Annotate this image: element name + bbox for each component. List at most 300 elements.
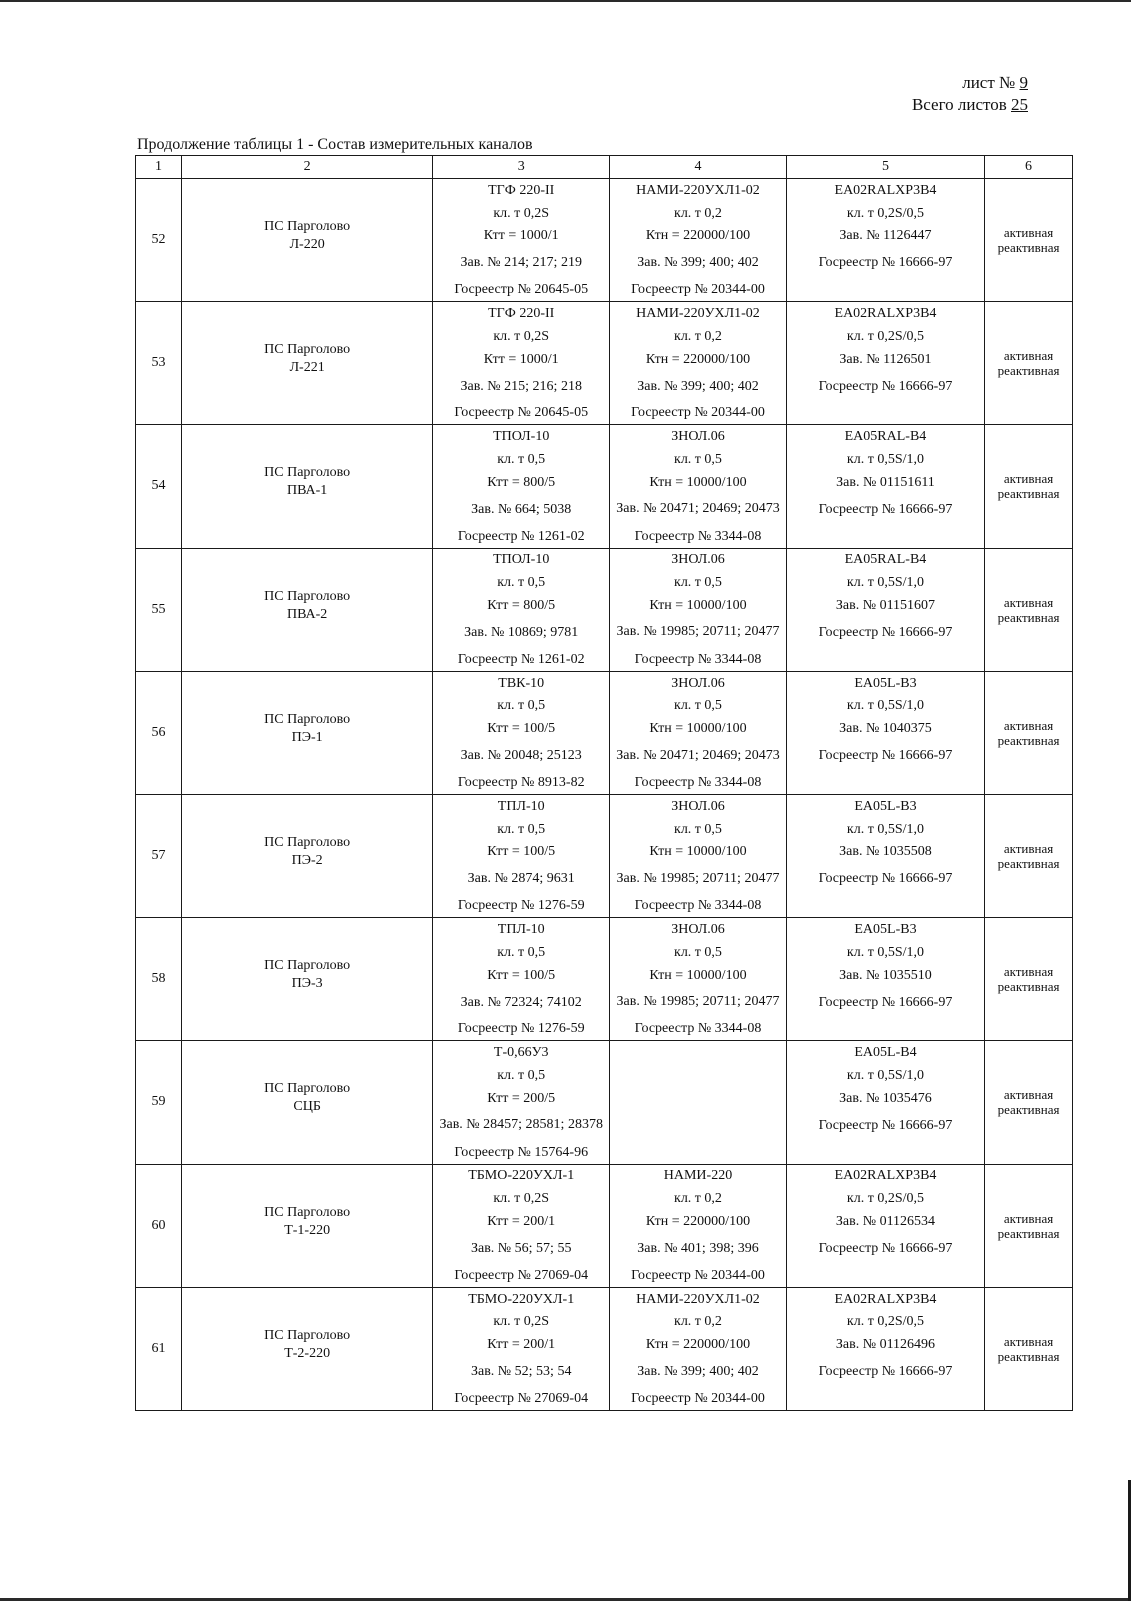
current-transformer-cell-lines	[433, 672, 609, 794]
cell-line: Госреестр № 3344-08	[634, 775, 762, 791]
object-line: ПС Парголово	[264, 835, 351, 851]
energy-type-cell	[985, 548, 1073, 671]
cell-line: кл. т 0,2S	[493, 328, 550, 344]
cell-line: Госреестр № 1276-59	[457, 898, 585, 914]
cell-line: ТПЛ-10	[497, 798, 545, 814]
cell-line: ЗНОЛ.06	[671, 922, 725, 938]
cell-line: Госреестр № 16666-97	[818, 255, 953, 271]
cell-line: Госреестр № 20344-00	[631, 1390, 765, 1406]
column-header: 5	[786, 156, 984, 179]
table-row	[136, 425, 1073, 548]
voltage-transformer-cell	[610, 918, 787, 1041]
cell-line: Зав. № 10869; 9781	[464, 624, 579, 640]
cell-line: Ктт = 800/5	[487, 474, 556, 490]
object-cell	[181, 671, 432, 794]
energy-type-line: реактивная	[997, 1348, 1060, 1364]
energy-type-line: активная	[1003, 348, 1054, 364]
cell-line: кл. т 0,5	[674, 821, 722, 837]
cell-line: Ктн = 10000/100	[649, 967, 747, 983]
cell-line	[787, 1264, 984, 1287]
current-transformer-cell	[433, 794, 610, 917]
cell-line: Ктн = 10000/100	[649, 721, 747, 737]
cell-line: кл. т 0,2	[674, 328, 722, 344]
cell-line: Зав. № 1040375	[839, 721, 932, 737]
object-name	[182, 218, 432, 254]
cell-line: кл. т 0,5	[674, 452, 722, 468]
object-name	[182, 1204, 432, 1240]
object-name	[182, 711, 432, 747]
cell-line: кл. т 0,2S/0,5	[846, 205, 925, 221]
cell-line: Госреестр № 16666-97	[818, 378, 953, 394]
voltage-transformer-cell-lines	[610, 425, 786, 547]
energy-type-line: реактивная	[997, 240, 1060, 256]
voltage-transformer-cell	[610, 179, 787, 302]
current-transformer-cell-lines	[433, 549, 609, 671]
row-number: 59	[136, 1041, 182, 1164]
cell-line: ТБМО-220УХЛ-1	[468, 1291, 575, 1307]
table-body	[136, 179, 1073, 1411]
energy-type-cell	[985, 302, 1073, 425]
object-line: ПС Парголово	[264, 1327, 351, 1343]
cell-line: кл. т 0,5	[497, 452, 546, 468]
current-transformer-cell	[433, 1164, 610, 1287]
current-transformer-cell	[433, 425, 610, 548]
cell-line: Зав. № 1035508	[839, 844, 932, 860]
cell-line: Госреестр № 16666-97	[818, 1117, 953, 1133]
voltage-transformer-cell	[610, 671, 787, 794]
cell-line: Зав. № 19985; 20711; 20477	[616, 624, 780, 640]
current-transformer-cell-lines	[433, 918, 609, 1040]
cell-line	[787, 648, 984, 671]
cell-line: кл. т 0,2S	[493, 205, 550, 221]
energy-type-line: реактивная	[997, 609, 1060, 625]
cell-line: НАМИ-220УХЛ1-02	[636, 182, 760, 198]
voltage-transformer-cell-lines	[610, 672, 786, 794]
cell-line: Зав. № 214; 217; 219	[460, 255, 582, 271]
cell-line: Госреестр № 20344-00	[631, 282, 765, 298]
cell-line: кл. т 0,2S/0,5	[846, 1314, 925, 1330]
object-line: ПС Парголово	[264, 1081, 351, 1097]
voltage-transformer-cell	[610, 1041, 787, 1164]
cell-line	[610, 1041, 786, 1064]
object-name	[182, 1080, 432, 1116]
column-header: 1	[136, 156, 182, 179]
current-transformer-cell	[433, 1287, 610, 1410]
table-row	[136, 1041, 1073, 1164]
energy-type-line: активная	[1003, 964, 1054, 980]
cell-line: ТБМО-220УХЛ-1	[468, 1168, 575, 1184]
cell-line: Зав. № 20471; 20469; 20473	[616, 747, 780, 763]
object-name	[182, 588, 432, 624]
sheet-total-line	[912, 94, 1028, 116]
cell-line: кл. т 0,2S	[493, 1191, 550, 1207]
cell-line: кл. т 0,5	[674, 575, 722, 591]
scan-edge-top	[0, 0, 1131, 2]
cell-line: кл. т 0,5	[497, 575, 546, 591]
cell-line: Ктт = 1000/1	[483, 351, 559, 367]
object-line: ПЭ-1	[291, 729, 323, 745]
cell-line: EA05L-B3	[854, 798, 917, 814]
energy-type-line: активная	[1003, 594, 1054, 610]
object-cell	[181, 1164, 432, 1287]
cell-line: Госреестр № 16666-97	[818, 501, 953, 517]
cell-line: кл. т 0,5S/1,0	[846, 698, 925, 714]
energy-type-line: активная	[1003, 471, 1054, 487]
object-line: ПС Парголово	[264, 219, 351, 235]
meter-cell-lines	[787, 549, 984, 671]
meter-cell	[786, 671, 984, 794]
voltage-transformer-cell-lines	[610, 918, 786, 1040]
cell-line: Зав. № 52; 53; 54	[470, 1364, 572, 1380]
cell-line: НАМИ-220УХЛ1-02	[636, 306, 760, 322]
cell-line: кл. т 0,5	[497, 1068, 546, 1083]
table-row	[136, 1164, 1073, 1287]
cell-line: Госреестр № 20645-05	[454, 282, 589, 298]
cell-line: кл. т 0,5	[497, 944, 546, 960]
cell-line: Ктт = 800/5	[487, 598, 556, 614]
cell-line	[787, 771, 984, 794]
object-line: Л-220	[289, 237, 325, 253]
cell-line: ЗНОЛ.06	[671, 675, 725, 691]
cell-line	[610, 1087, 786, 1110]
meter-cell	[786, 1287, 984, 1410]
meter-cell	[786, 1041, 984, 1164]
energy-type-line: активная	[1003, 1210, 1054, 1226]
current-transformer-cell	[433, 671, 610, 794]
current-transformer-cell	[433, 179, 610, 302]
cell-line: Зав. № 28457; 28581; 28378	[439, 1117, 603, 1133]
object-line: ПС Парголово	[264, 1204, 351, 1220]
object-line: Т-2-220	[284, 1345, 331, 1361]
cell-line: EA05L-B3	[854, 675, 917, 691]
current-transformer-cell-lines	[433, 425, 609, 547]
energy-type-line: реактивная	[997, 1102, 1060, 1118]
cell-line: Зав. № 399; 400; 402	[637, 1364, 759, 1380]
meter-cell	[786, 179, 984, 302]
cell-line: Зав. № 56; 57; 55	[470, 1240, 572, 1256]
energy-type-cell	[985, 1041, 1073, 1164]
cell-line	[787, 402, 984, 425]
energy-type-line: реактивная	[997, 486, 1060, 502]
cell-line	[787, 894, 984, 917]
cell-line: EA02RALXP3B4	[834, 306, 937, 322]
object-line: ПС Парголово	[264, 958, 351, 974]
meter-cell-lines	[787, 1041, 984, 1163]
cell-line: ТГФ 220-II	[488, 182, 555, 198]
cell-line: кл. т 0,5	[497, 821, 546, 837]
column-header: 3	[433, 156, 610, 179]
energy-type-line: реактивная	[997, 856, 1060, 872]
cell-line: Ктн = 220000/100	[645, 1337, 751, 1353]
cell-line: Зав. № 01126496	[835, 1337, 936, 1353]
cell-line: Ктн = 220000/100	[645, 1213, 751, 1229]
cell-line: Ктт = 200/1	[487, 1337, 556, 1353]
object-cell	[181, 918, 432, 1041]
voltage-transformer-cell-lines	[610, 179, 786, 301]
cell-line: EA02RALXP3B4	[834, 1291, 937, 1307]
cell-line: ЗНОЛ.06	[671, 798, 725, 814]
table-caption: Продолжение таблицы 1 - Состав измерительных каналов	[137, 136, 533, 153]
object-cell	[181, 425, 432, 548]
sheet-label: лист №	[962, 73, 1016, 92]
meter-cell	[786, 548, 984, 671]
cell-line: кл. т 0,5S/1,0	[846, 944, 925, 960]
object-cell	[181, 1287, 432, 1410]
energy-type-cell	[985, 918, 1073, 1041]
row-number: 60	[136, 1164, 182, 1287]
object-line: ПС Парголово	[264, 465, 351, 481]
current-transformer-cell	[433, 302, 610, 425]
cell-line: Госреестр № 8913-82	[457, 775, 585, 791]
cell-line: Зав. № 399; 400; 402	[637, 378, 759, 394]
cell-line: Ктн = 220000/100	[645, 228, 751, 244]
cell-line: Зав. № 20048; 25123	[460, 748, 582, 764]
object-line: ПС Парголово	[264, 588, 351, 604]
cell-line: ТПОЛ-10	[493, 429, 550, 445]
current-transformer-cell-lines	[433, 795, 609, 917]
cell-line: EA02RALXP3B4	[834, 182, 937, 198]
cell-line: НАМИ-220	[663, 1168, 733, 1184]
meter-cell	[786, 302, 984, 425]
meter-cell-lines	[787, 425, 984, 547]
cell-line: Зав. № 215; 216; 218	[460, 378, 582, 394]
voltage-transformer-cell-lines	[610, 795, 786, 917]
energy-type-line: активная	[1003, 1333, 1054, 1349]
cell-line: ТПОЛ-10	[493, 552, 550, 568]
meter-cell	[786, 1164, 984, 1287]
object-cell	[181, 302, 432, 425]
column-header: 2	[181, 156, 432, 179]
meter-cell	[786, 918, 984, 1041]
cell-line: Зав. № 01151611	[836, 474, 935, 490]
cell-line: Ктт = 100/5	[487, 844, 556, 860]
cell-line: Зав. № 1126447	[839, 228, 932, 244]
cell-line: кл. т 0,5S/1,0	[846, 821, 925, 837]
meter-cell-lines	[787, 179, 984, 301]
table-row	[136, 671, 1073, 794]
voltage-transformer-cell	[610, 425, 787, 548]
voltage-transformer-cell-lines	[610, 1288, 786, 1410]
cell-line: Госреестр № 15764-96	[454, 1144, 589, 1160]
cell-line: Зав. № 664; 5038	[471, 501, 572, 517]
cell-line: Ктн = 10000/100	[649, 844, 747, 860]
cell-line: Зав. № 399; 400; 402	[637, 255, 759, 271]
table-row	[136, 179, 1073, 302]
cell-line: Ктн = 10000/100	[649, 598, 747, 614]
row-number: 56	[136, 671, 182, 794]
row-number: 52	[136, 179, 182, 302]
cell-line: Ктн = 10000/100	[649, 474, 747, 490]
energy-type-cell	[985, 425, 1073, 548]
cell-line: Зав. № 401; 398; 396	[637, 1240, 759, 1256]
cell-line: Госреестр № 16666-97	[818, 994, 953, 1010]
meter-cell	[786, 794, 984, 917]
energy-type-cell	[985, 794, 1073, 917]
object-line: ПВА-2	[286, 606, 328, 622]
sheet-number-line	[912, 72, 1028, 94]
object-name	[182, 834, 432, 870]
cell-line: кл. т 0,5S/1,0	[846, 575, 925, 591]
cell-line: Госреестр № 16666-97	[818, 871, 953, 887]
energy-type-cell	[985, 1287, 1073, 1410]
row-number: 54	[136, 425, 182, 548]
voltage-transformer-cell-lines	[610, 549, 786, 671]
energy-type-line: реактивная	[997, 1225, 1060, 1241]
column-header: 6	[985, 156, 1073, 179]
cell-line: Госреестр № 1261-02	[457, 651, 585, 667]
cell-line: ЗНОЛ.06	[671, 429, 725, 445]
cell-line: Госреестр № 3344-08	[634, 528, 762, 544]
energy-type-cell	[985, 671, 1073, 794]
total-number: 25	[1011, 95, 1028, 114]
cell-line: Т-0,66У3	[493, 1045, 549, 1061]
cell-line: Ктн = 220000/100	[645, 351, 751, 367]
column-header: 4	[610, 156, 787, 179]
cell-line: кл. т 0,5	[674, 698, 722, 714]
voltage-transformer-cell-lines	[610, 1165, 786, 1287]
voltage-transformer-cell	[610, 794, 787, 917]
row-number: 57	[136, 794, 182, 917]
current-transformer-cell-lines	[433, 179, 609, 301]
object-line: Л-221	[289, 360, 325, 376]
object-cell	[181, 548, 432, 671]
energy-type-line: реактивная	[997, 979, 1060, 995]
measurement-channels-table	[135, 155, 1073, 1411]
voltage-transformer-cell-lines	[610, 1041, 786, 1163]
sheet-number: 9	[1019, 73, 1028, 92]
voltage-transformer-cell	[610, 1287, 787, 1410]
energy-type-line: активная	[1003, 717, 1054, 733]
current-transformer-cell	[433, 548, 610, 671]
cell-line: Зав. № 1126501	[839, 351, 932, 367]
cell-line: Зав. № 01151607	[835, 598, 936, 614]
energy-type-cell	[985, 179, 1073, 302]
cell-line: кл. т 0,2	[674, 1191, 722, 1207]
cell-line	[787, 1018, 984, 1041]
voltage-transformer-cell	[610, 1164, 787, 1287]
cell-line	[787, 525, 984, 548]
object-line: ПС Парголово	[264, 711, 351, 727]
cell-line: Госреестр № 16666-97	[818, 1240, 953, 1256]
object-name	[182, 957, 432, 993]
object-cell	[181, 179, 432, 302]
object-cell	[181, 794, 432, 917]
cell-line: Зав. № 1035476	[839, 1090, 932, 1106]
table-row	[136, 302, 1073, 425]
row-number: 55	[136, 548, 182, 671]
object-line: ПЭ-2	[291, 853, 323, 869]
current-transformer-cell	[433, 1041, 610, 1164]
meter-cell-lines	[787, 302, 984, 424]
cell-line	[787, 1387, 984, 1410]
cell-line: Госреестр № 20344-00	[631, 405, 765, 421]
cell-line: ТВК-10	[498, 675, 545, 691]
object-name	[182, 1327, 432, 1363]
cell-line	[787, 278, 984, 301]
cell-line: кл. т 0,2S/0,5	[846, 328, 925, 344]
cell-line: кл. т 0,2	[674, 1314, 722, 1330]
cell-line: кл. т 0,5	[497, 698, 546, 714]
cell-line: Зав. № 72324; 74102	[460, 994, 582, 1010]
cell-line: кл. т 0,2S/0,5	[846, 1191, 925, 1207]
table-row	[136, 1287, 1073, 1410]
cell-line: ЗНОЛ.06	[671, 552, 725, 568]
current-transformer-cell-lines	[433, 1288, 609, 1410]
sheet-info	[912, 72, 1028, 116]
cell-line: EA02RALXP3B4	[834, 1168, 937, 1184]
row-number: 53	[136, 302, 182, 425]
table-header-row	[136, 156, 1073, 179]
object-cell	[181, 1041, 432, 1164]
cell-line: EA05L-B3	[854, 922, 917, 938]
cell-line	[610, 1141, 786, 1164]
cell-line: Госреестр № 20645-05	[454, 405, 589, 421]
cell-line: кл. т 0,5S/1,0	[846, 452, 925, 468]
meter-cell-lines	[787, 795, 984, 917]
cell-line: Госреестр № 3344-08	[634, 651, 762, 667]
cell-line: Госреестр № 16666-97	[818, 1364, 953, 1380]
cell-line: Ктт = 200/1	[487, 1213, 556, 1229]
meter-cell-lines	[787, 1288, 984, 1410]
cell-line: кл. т 0,2	[674, 205, 722, 221]
cell-line: кл. т 0,2S	[493, 1314, 550, 1330]
energy-type-cell	[985, 1164, 1073, 1287]
cell-line: ТПЛ-10	[497, 922, 545, 938]
cell-line: Госреестр № 3344-08	[634, 898, 762, 914]
current-transformer-cell-lines	[433, 1041, 609, 1163]
table-row	[136, 548, 1073, 671]
cell-line: Зав. № 2874; 9631	[467, 871, 575, 887]
current-transformer-cell-lines	[433, 302, 609, 424]
cell-line	[610, 1064, 786, 1087]
cell-line: Госреестр № 3344-08	[634, 1021, 762, 1037]
cell-line: НАМИ-220УХЛ1-02	[636, 1291, 760, 1307]
total-label: Всего листов	[911, 95, 1007, 114]
cell-line: Ктт = 200/5	[487, 1090, 556, 1106]
object-line: СЦБ	[293, 1099, 321, 1115]
cell-line	[787, 1141, 984, 1164]
cell-line: Ктт = 100/5	[487, 721, 556, 737]
meter-cell	[786, 425, 984, 548]
energy-type-line: реактивная	[997, 732, 1060, 748]
cell-line: Госреестр № 16666-97	[818, 748, 953, 764]
voltage-transformer-cell	[610, 302, 787, 425]
cell-line: Госреестр № 1261-02	[457, 528, 585, 544]
cell-line: Госреестр № 16666-97	[818, 624, 953, 640]
table-row	[136, 794, 1073, 917]
voltage-transformer-cell	[610, 548, 787, 671]
cell-line: EA05RAL-B4	[844, 552, 927, 568]
cell-line: кл. т 0,5S/1,0	[846, 1068, 925, 1083]
energy-type-line: активная	[1003, 225, 1054, 241]
object-name	[182, 464, 432, 500]
cell-line: ТГФ 220-II	[488, 306, 555, 322]
cell-line: Зав. № 20471; 20469; 20473	[616, 501, 780, 517]
cell-line	[610, 1110, 786, 1141]
cell-line: Ктт = 100/5	[487, 967, 556, 983]
cell-line: Зав. № 1035510	[839, 967, 932, 983]
meter-cell-lines	[787, 918, 984, 1040]
cell-line: Зав. № 19985; 20711; 20477	[616, 994, 780, 1010]
cell-line: Госреестр № 27069-04	[454, 1267, 589, 1283]
cell-line: EA05L-B4	[854, 1045, 917, 1061]
row-number: 58	[136, 918, 182, 1041]
meter-cell-lines	[787, 1165, 984, 1287]
energy-type-line: реактивная	[997, 363, 1060, 379]
object-line: ПВА-1	[286, 483, 328, 499]
cell-line: Зав. № 01126534	[835, 1213, 936, 1229]
cell-line: Зав. № 19985; 20711; 20477	[616, 870, 780, 886]
